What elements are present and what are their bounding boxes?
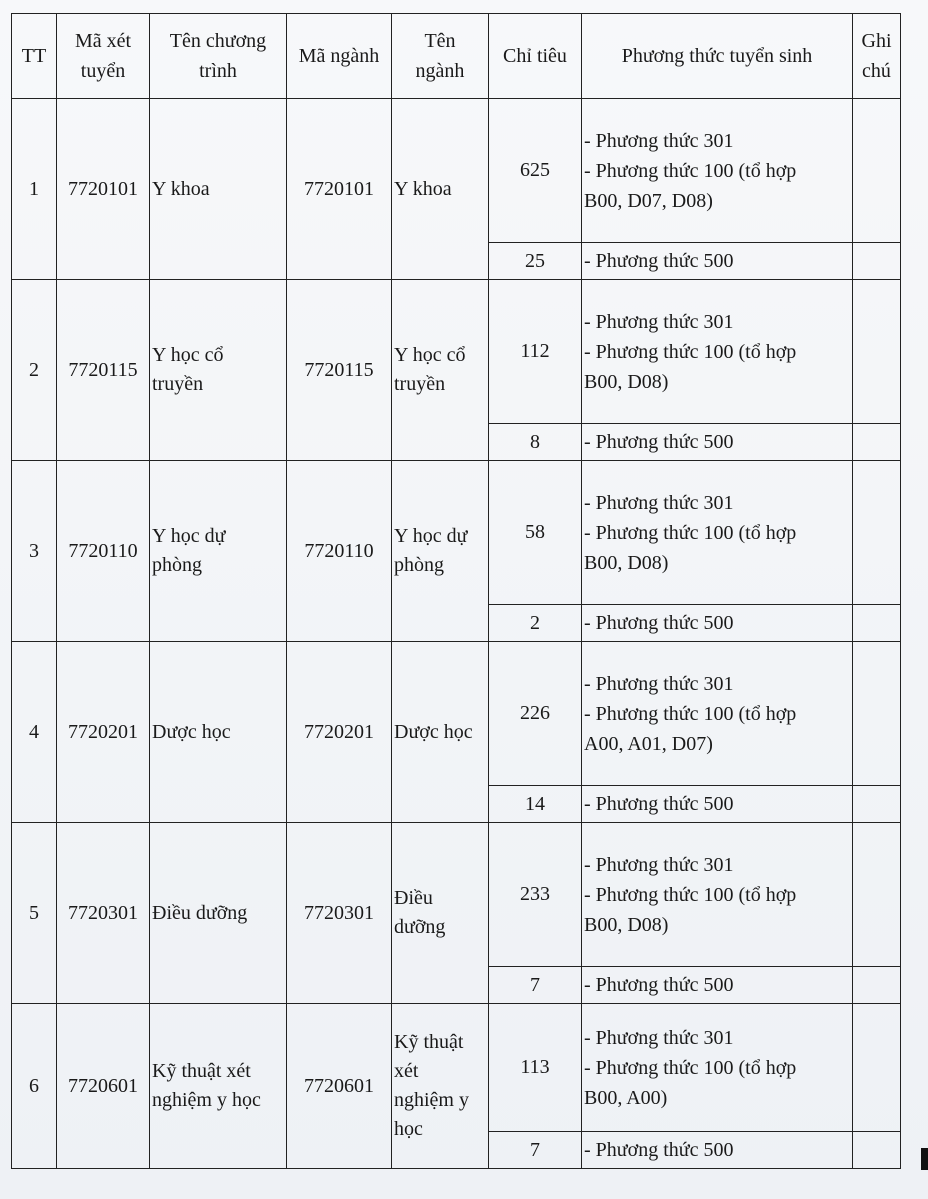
row-ma-nganh: 7720601 [287,1004,392,1169]
row-ten-nganh: Kỹ thuật xét nghiệm y học [392,1004,489,1169]
row-ten-nganh: Y học dự phòng [392,461,489,642]
header-phuong-thuc: Phương thức tuyển sinh [582,14,853,99]
header-ma-nganh: Mã ngành [287,14,392,99]
row-ma-nganh: 7720201 [287,642,392,823]
header-chi-tieu: Chỉ tiêu [489,14,582,99]
row-chi-tieu-main: 625 [489,99,582,243]
row-ghi-chu-main [853,1004,901,1132]
row-ghi-chu-500 [853,605,901,642]
table-row [12,280,901,424]
header-row [12,14,901,99]
row-ghi-chu-main [853,280,901,424]
row-ghi-chu-500 [853,424,901,461]
row-chi-tieu-500: 2 [489,605,582,642]
row-chi-tieu-500: 8 [489,424,582,461]
table-body [12,99,901,1169]
row-ma-nganh: 7720115 [287,280,392,461]
row-ghi-chu-500 [853,243,901,280]
row-chi-tieu-main: 113 [489,1004,582,1132]
row-ten-chuong-trinh: Y học cổ truyền [150,280,287,461]
row-tt: 4 [12,642,57,823]
row-ma-xet-tuyen: 7720110 [57,461,150,642]
header-ten-chuong-trinh: Tên chương trình [150,14,287,99]
row-chi-tieu-main: 226 [489,642,582,786]
admission-table [11,13,901,1169]
row-phuong-thuc-500: - Phương thức 500 [582,605,853,642]
row-chi-tieu-main: 233 [489,823,582,967]
row-phuong-thuc-main: - Phương thức 301 - Phương thức 100 (tổ hợp A00, A01, D07) [582,642,853,786]
row-phuong-thuc-main: - Phương thức 301 - Phương thức 100 (tổ hợp B00, D08) [582,280,853,424]
row-chi-tieu-500: 14 [489,786,582,823]
row-ghi-chu-500 [853,786,901,823]
table-row [12,99,901,243]
row-ten-nganh: Dược học [392,642,489,823]
table-row [12,461,901,605]
edge-mark [921,1148,928,1170]
row-phuong-thuc-500: - Phương thức 500 [582,786,853,823]
table-row [12,642,901,786]
row-ma-xet-tuyen: 7720201 [57,642,150,823]
row-ten-nganh: Y khoa [392,99,489,280]
row-ma-nganh: 7720301 [287,823,392,1004]
row-tt: 1 [12,99,57,280]
row-ghi-chu-main [853,642,901,786]
row-chi-tieu-500: 7 [489,967,582,1004]
row-phuong-thuc-500: - Phương thức 500 [582,424,853,461]
row-ma-xet-tuyen: 7720601 [57,1004,150,1169]
row-tt: 5 [12,823,57,1004]
row-ten-nganh: Điều dưỡng [392,823,489,1004]
row-ten-chuong-trinh: Kỹ thuật xét nghiệm y học [150,1004,287,1169]
row-ghi-chu-main [853,461,901,605]
row-phuong-thuc-500: - Phương thức 500 [582,1132,853,1169]
row-chi-tieu-500: 25 [489,243,582,280]
row-ma-xet-tuyen: 7720101 [57,99,150,280]
row-ghi-chu-main [853,823,901,967]
row-phuong-thuc-main: - Phương thức 301 - Phương thức 100 (tổ hợp B00, D08) [582,823,853,967]
row-phuong-thuc-main: - Phương thức 301 - Phương thức 100 (tổ hợp B00, D08) [582,461,853,605]
row-chi-tieu-main: 58 [489,461,582,605]
row-ghi-chu-500 [853,967,901,1004]
row-ten-chuong-trinh: Y khoa [150,99,287,280]
row-phuong-thuc-500: - Phương thức 500 [582,243,853,280]
header-tt: TT [12,14,57,99]
header-ten-nganh: Tên ngành [392,14,489,99]
row-tt: 2 [12,280,57,461]
row-tt: 6 [12,1004,57,1169]
row-ma-xet-tuyen: 7720301 [57,823,150,1004]
row-ten-chuong-trinh: Y học dự phòng [150,461,287,642]
table-row [12,823,901,967]
row-ten-chuong-trinh: Điều dưỡng [150,823,287,1004]
row-ma-xet-tuyen: 7720115 [57,280,150,461]
row-chi-tieu-500: 7 [489,1132,582,1169]
row-ma-nganh: 7720101 [287,99,392,280]
row-ma-nganh: 7720110 [287,461,392,642]
row-ten-nganh: Y học cổ truyền [392,280,489,461]
table-row [12,1004,901,1132]
row-phuong-thuc-main: - Phương thức 301 - Phương thức 100 (tổ hợp B00, A00) [582,1004,853,1132]
row-ghi-chu-500 [853,1132,901,1169]
row-phuong-thuc-main: - Phương thức 301 - Phương thức 100 (tổ hợp B00, D07, D08) [582,99,853,243]
row-ten-chuong-trinh: Dược học [150,642,287,823]
header-ma-xet-tuyen: Mã xét tuyển [57,14,150,99]
row-chi-tieu-main: 112 [489,280,582,424]
row-ghi-chu-main [853,99,901,243]
header-ghi-chu: Ghi chú [853,14,901,99]
row-phuong-thuc-500: - Phương thức 500 [582,967,853,1004]
row-tt: 3 [12,461,57,642]
